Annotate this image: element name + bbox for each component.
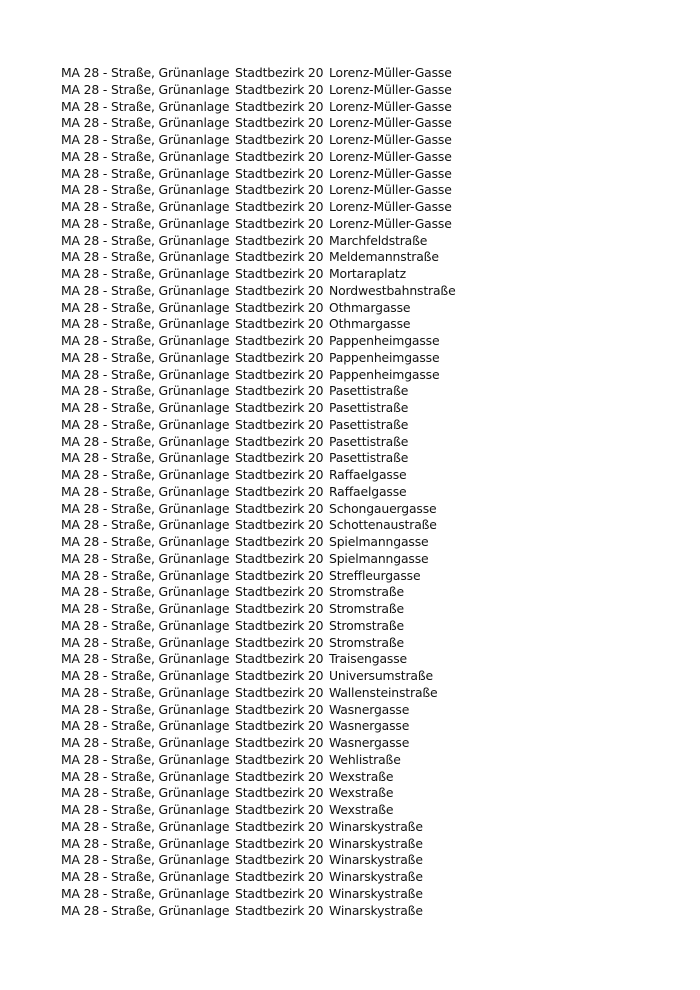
district-cell: Stadtbezirk 20	[235, 718, 324, 734]
street-cell: Pasettistraße	[329, 383, 409, 399]
table-row	[61, 216, 529, 233]
street-cell: Meldemannstraße	[329, 249, 439, 265]
table-row	[61, 333, 529, 350]
street-cell: Stromstraße	[329, 617, 404, 633]
department-cell: MA 28 - Straße, Grünanlage	[61, 215, 230, 231]
street-cell: Raffaelgasse	[329, 483, 407, 499]
district-cell: Stadtbezirk 20	[235, 81, 324, 97]
street-cell: Lorenz-Müller-Gasse	[329, 182, 452, 198]
district-cell: Stadtbezirk 20	[235, 617, 324, 633]
district-cell: Stadtbezirk 20	[235, 802, 324, 817]
street-cell: Pappenheimgasse	[329, 366, 440, 382]
street-cell: Wallensteinstraße	[329, 684, 438, 700]
district-cell: Stadtbezirk 20	[235, 835, 324, 851]
district-cell: Stadtbezirk 20	[235, 266, 324, 281]
table-row	[61, 450, 529, 467]
district-cell: Stadtbezirk 20	[235, 132, 324, 147]
table-row	[61, 584, 529, 601]
district-cell: Stadtbezirk 20	[235, 517, 324, 533]
department-cell: MA 28 - Straße, Grünanlage	[61, 182, 230, 198]
department-cell: MA 28 - Straße, Grünanlage	[61, 785, 230, 801]
district-cell: Stadtbezirk 20	[235, 400, 324, 415]
table-row	[61, 266, 529, 283]
department-cell: MA 28 - Straße, Grünanlage	[61, 316, 230, 332]
table-row	[61, 149, 529, 166]
table-row	[61, 568, 529, 585]
district-cell: Stadtbezirk 20	[235, 299, 324, 315]
department-cell: MA 28 - Straße, Grünanlage	[61, 232, 230, 248]
table-row	[61, 869, 529, 886]
street-cell: Wehlistraße	[329, 751, 401, 767]
table-row	[61, 233, 529, 250]
department-cell: MA 28 - Straße, Grünanlage	[61, 617, 230, 633]
street-cell: Mortaraplatz	[329, 266, 406, 281]
table-row	[61, 65, 529, 82]
department-cell: MA 28 - Straße, Grünanlage	[61, 132, 230, 147]
table-row	[61, 316, 529, 333]
department-cell: MA 28 - Straße, Grünanlage	[61, 584, 230, 600]
table-row	[61, 668, 529, 685]
department-cell: MA 28 - Straße, Grünanlage	[61, 534, 230, 549]
street-cell: Lorenz-Müller-Gasse	[329, 215, 452, 231]
table-row	[61, 383, 529, 400]
department-cell: MA 28 - Straße, Grünanlage	[61, 818, 230, 834]
district-cell: Stadtbezirk 20	[235, 316, 324, 332]
district-cell: Stadtbezirk 20	[235, 333, 324, 348]
department-cell: MA 28 - Straße, Grünanlage	[61, 634, 230, 650]
table-row	[61, 635, 529, 652]
department-cell: MA 28 - Straße, Grünanlage	[61, 567, 230, 583]
table-row	[61, 903, 529, 920]
street-cell: Nordwestbahnstraße	[329, 282, 456, 298]
street-cell: Wexstraße	[329, 802, 394, 817]
district-cell: Stadtbezirk 20	[235, 433, 324, 449]
district-cell: Stadtbezirk 20	[235, 483, 324, 499]
street-cell: Wexstraße	[329, 785, 394, 801]
department-cell: MA 28 - Straße, Grünanlage	[61, 400, 230, 415]
table-row	[61, 199, 529, 216]
street-cell: Winarskystraße	[329, 818, 423, 834]
district-cell: Stadtbezirk 20	[235, 115, 324, 131]
district-cell: Stadtbezirk 20	[235, 282, 324, 298]
table-row	[61, 350, 529, 367]
street-cell: Pasettistraße	[329, 433, 409, 449]
street-cell: Streffleurgasse	[329, 567, 421, 583]
street-cell: Spielmanngasse	[329, 550, 429, 566]
street-cell: Othmargasse	[329, 299, 411, 315]
department-cell: MA 28 - Straße, Grünanlage	[61, 869, 230, 884]
street-cell: Pappenheimgasse	[329, 349, 440, 365]
department-cell: MA 28 - Straße, Grünanlage	[61, 65, 230, 80]
table-row	[61, 886, 529, 903]
department-cell: MA 28 - Straße, Grünanlage	[61, 651, 230, 667]
table-row	[61, 769, 529, 786]
street-cell: Lorenz-Müller-Gasse	[329, 98, 452, 114]
street-cell: Winarskystraße	[329, 852, 423, 868]
street-cell: Universumstraße	[329, 668, 433, 683]
district-cell: Stadtbezirk 20	[235, 534, 324, 549]
department-cell: MA 28 - Straße, Grünanlage	[61, 751, 230, 767]
table-row	[61, 82, 529, 99]
district-cell: Stadtbezirk 20	[235, 852, 324, 868]
district-cell: Stadtbezirk 20	[235, 902, 324, 918]
table-row	[61, 182, 529, 199]
street-cell: Raffaelgasse	[329, 467, 407, 482]
department-cell: MA 28 - Straße, Grünanlage	[61, 383, 230, 399]
district-cell: Stadtbezirk 20	[235, 182, 324, 198]
department-cell: MA 28 - Straße, Grünanlage	[61, 366, 230, 382]
department-cell: MA 28 - Straße, Grünanlage	[61, 299, 230, 315]
district-cell: Stadtbezirk 20	[235, 232, 324, 248]
district-cell: Stadtbezirk 20	[235, 383, 324, 399]
department-cell: MA 28 - Straße, Grünanlage	[61, 902, 230, 918]
table-row	[61, 618, 529, 635]
department-cell: MA 28 - Straße, Grünanlage	[61, 835, 230, 851]
street-cell: Winarskystraße	[329, 869, 423, 884]
table-row	[61, 249, 529, 266]
district-cell: Stadtbezirk 20	[235, 249, 324, 265]
table-row	[61, 718, 529, 735]
street-cell: Lorenz-Müller-Gasse	[329, 65, 452, 80]
street-cell: Stromstraße	[329, 634, 404, 650]
district-cell: Stadtbezirk 20	[235, 98, 324, 114]
table-row	[61, 785, 529, 802]
street-cell: Pappenheimgasse	[329, 333, 440, 348]
department-cell: MA 28 - Straße, Grünanlage	[61, 802, 230, 817]
street-cell: Lorenz-Müller-Gasse	[329, 148, 452, 164]
department-cell: MA 28 - Straße, Grünanlage	[61, 433, 230, 449]
district-cell: Stadtbezirk 20	[235, 751, 324, 767]
district-cell: Stadtbezirk 20	[235, 668, 324, 683]
table-row	[61, 417, 529, 434]
department-cell: MA 28 - Straße, Grünanlage	[61, 701, 230, 717]
table-row	[61, 434, 529, 451]
table-row	[61, 132, 529, 149]
street-cell: Pasettistraße	[329, 450, 409, 466]
department-cell: MA 28 - Straße, Grünanlage	[61, 517, 230, 533]
table-row	[61, 484, 529, 501]
district-cell: Stadtbezirk 20	[235, 148, 324, 164]
district-cell: Stadtbezirk 20	[235, 349, 324, 365]
district-cell: Stadtbezirk 20	[235, 768, 324, 784]
department-cell: MA 28 - Straße, Grünanlage	[61, 266, 230, 281]
district-cell: Stadtbezirk 20	[235, 869, 324, 884]
table-row	[61, 166, 529, 183]
district-cell: Stadtbezirk 20	[235, 450, 324, 466]
department-cell: MA 28 - Straße, Grünanlage	[61, 684, 230, 700]
department-cell: MA 28 - Straße, Grünanlage	[61, 601, 230, 616]
district-cell: Stadtbezirk 20	[235, 550, 324, 566]
street-cell: Lorenz-Müller-Gasse	[329, 81, 452, 97]
district-cell: Stadtbezirk 20	[235, 785, 324, 801]
district-cell: Stadtbezirk 20	[235, 165, 324, 181]
table-row	[61, 534, 529, 551]
district-cell: Stadtbezirk 20	[235, 684, 324, 700]
table-row	[61, 115, 529, 132]
district-cell: Stadtbezirk 20	[235, 215, 324, 231]
table-row	[61, 819, 529, 836]
department-cell: MA 28 - Straße, Grünanlage	[61, 768, 230, 784]
department-cell: MA 28 - Straße, Grünanlage	[61, 467, 230, 482]
street-cell: Schongauergasse	[329, 500, 437, 516]
department-cell: MA 28 - Straße, Grünanlage	[61, 249, 230, 265]
department-cell: MA 28 - Straße, Grünanlage	[61, 115, 230, 131]
department-cell: MA 28 - Straße, Grünanlage	[61, 282, 230, 298]
street-cell: Schottenaustraße	[329, 517, 437, 533]
department-cell: MA 28 - Straße, Grünanlage	[61, 333, 230, 348]
table-row	[61, 852, 529, 869]
department-cell: MA 28 - Straße, Grünanlage	[61, 416, 230, 432]
district-cell: Stadtbezirk 20	[235, 366, 324, 382]
street-cell: Spielmanngasse	[329, 534, 429, 549]
district-cell: Stadtbezirk 20	[235, 601, 324, 616]
street-cell: Wasnergasse	[329, 718, 410, 734]
department-cell: MA 28 - Straße, Grünanlage	[61, 718, 230, 734]
street-cell: Stromstraße	[329, 601, 404, 616]
district-cell: Stadtbezirk 20	[235, 584, 324, 600]
street-cell: Lorenz-Müller-Gasse	[329, 132, 452, 147]
department-cell: MA 28 - Straße, Grünanlage	[61, 148, 230, 164]
table-row	[61, 735, 529, 752]
department-cell: MA 28 - Straße, Grünanlage	[61, 450, 230, 466]
table-row	[61, 702, 529, 719]
department-cell: MA 28 - Straße, Grünanlage	[61, 885, 230, 901]
street-cell: Lorenz-Müller-Gasse	[329, 165, 452, 181]
district-cell: Stadtbezirk 20	[235, 651, 324, 667]
district-cell: Stadtbezirk 20	[235, 567, 324, 583]
department-cell: MA 28 - Straße, Grünanlage	[61, 483, 230, 499]
district-cell: Stadtbezirk 20	[235, 818, 324, 834]
table-row	[61, 802, 529, 819]
table-row	[61, 367, 529, 384]
street-cell: Pasettistraße	[329, 400, 409, 415]
department-cell: MA 28 - Straße, Grünanlage	[61, 349, 230, 365]
district-cell: Stadtbezirk 20	[235, 467, 324, 482]
district-cell: Stadtbezirk 20	[235, 65, 324, 80]
table-row	[61, 283, 529, 300]
street-cell: Stromstraße	[329, 584, 404, 600]
district-cell: Stadtbezirk 20	[235, 885, 324, 901]
table-row	[61, 551, 529, 568]
table-row	[61, 685, 529, 702]
table-row	[61, 836, 529, 853]
street-cell: Lorenz-Müller-Gasse	[329, 199, 452, 214]
street-cell: Pasettistraße	[329, 416, 409, 432]
street-cell: Wasnergasse	[329, 735, 410, 750]
street-cell: Winarskystraße	[329, 902, 423, 918]
street-cell: Traisengasse	[329, 651, 407, 667]
table-row	[61, 501, 529, 518]
street-list-table	[61, 65, 529, 919]
department-cell: MA 28 - Straße, Grünanlage	[61, 98, 230, 114]
department-cell: MA 28 - Straße, Grünanlage	[61, 500, 230, 516]
street-cell: Othmargasse	[329, 316, 411, 332]
street-cell: Wexstraße	[329, 768, 394, 784]
table-row	[61, 99, 529, 116]
table-row	[61, 651, 529, 668]
table-row	[61, 601, 529, 618]
district-cell: Stadtbezirk 20	[235, 701, 324, 717]
district-cell: Stadtbezirk 20	[235, 500, 324, 516]
department-cell: MA 28 - Straße, Grünanlage	[61, 852, 230, 868]
street-cell: Lorenz-Müller-Gasse	[329, 115, 452, 131]
street-cell: Winarskystraße	[329, 885, 423, 901]
department-cell: MA 28 - Straße, Grünanlage	[61, 81, 230, 97]
street-cell: Marchfeldstraße	[329, 232, 428, 248]
table-row	[61, 400, 529, 417]
district-cell: Stadtbezirk 20	[235, 416, 324, 432]
district-cell: Stadtbezirk 20	[235, 199, 324, 214]
street-cell: Winarskystraße	[329, 835, 423, 851]
district-cell: Stadtbezirk 20	[235, 634, 324, 650]
department-cell: MA 28 - Straße, Grünanlage	[61, 735, 230, 750]
table-row	[61, 752, 529, 769]
district-cell: Stadtbezirk 20	[235, 735, 324, 750]
table-row	[61, 517, 529, 534]
department-cell: MA 28 - Straße, Grünanlage	[61, 550, 230, 566]
department-cell: MA 28 - Straße, Grünanlage	[61, 668, 230, 683]
table-row	[61, 467, 529, 484]
street-cell: Wasnergasse	[329, 701, 410, 717]
table-row	[61, 300, 529, 317]
department-cell: MA 28 - Straße, Grünanlage	[61, 165, 230, 181]
department-cell: MA 28 - Straße, Grünanlage	[61, 199, 230, 214]
